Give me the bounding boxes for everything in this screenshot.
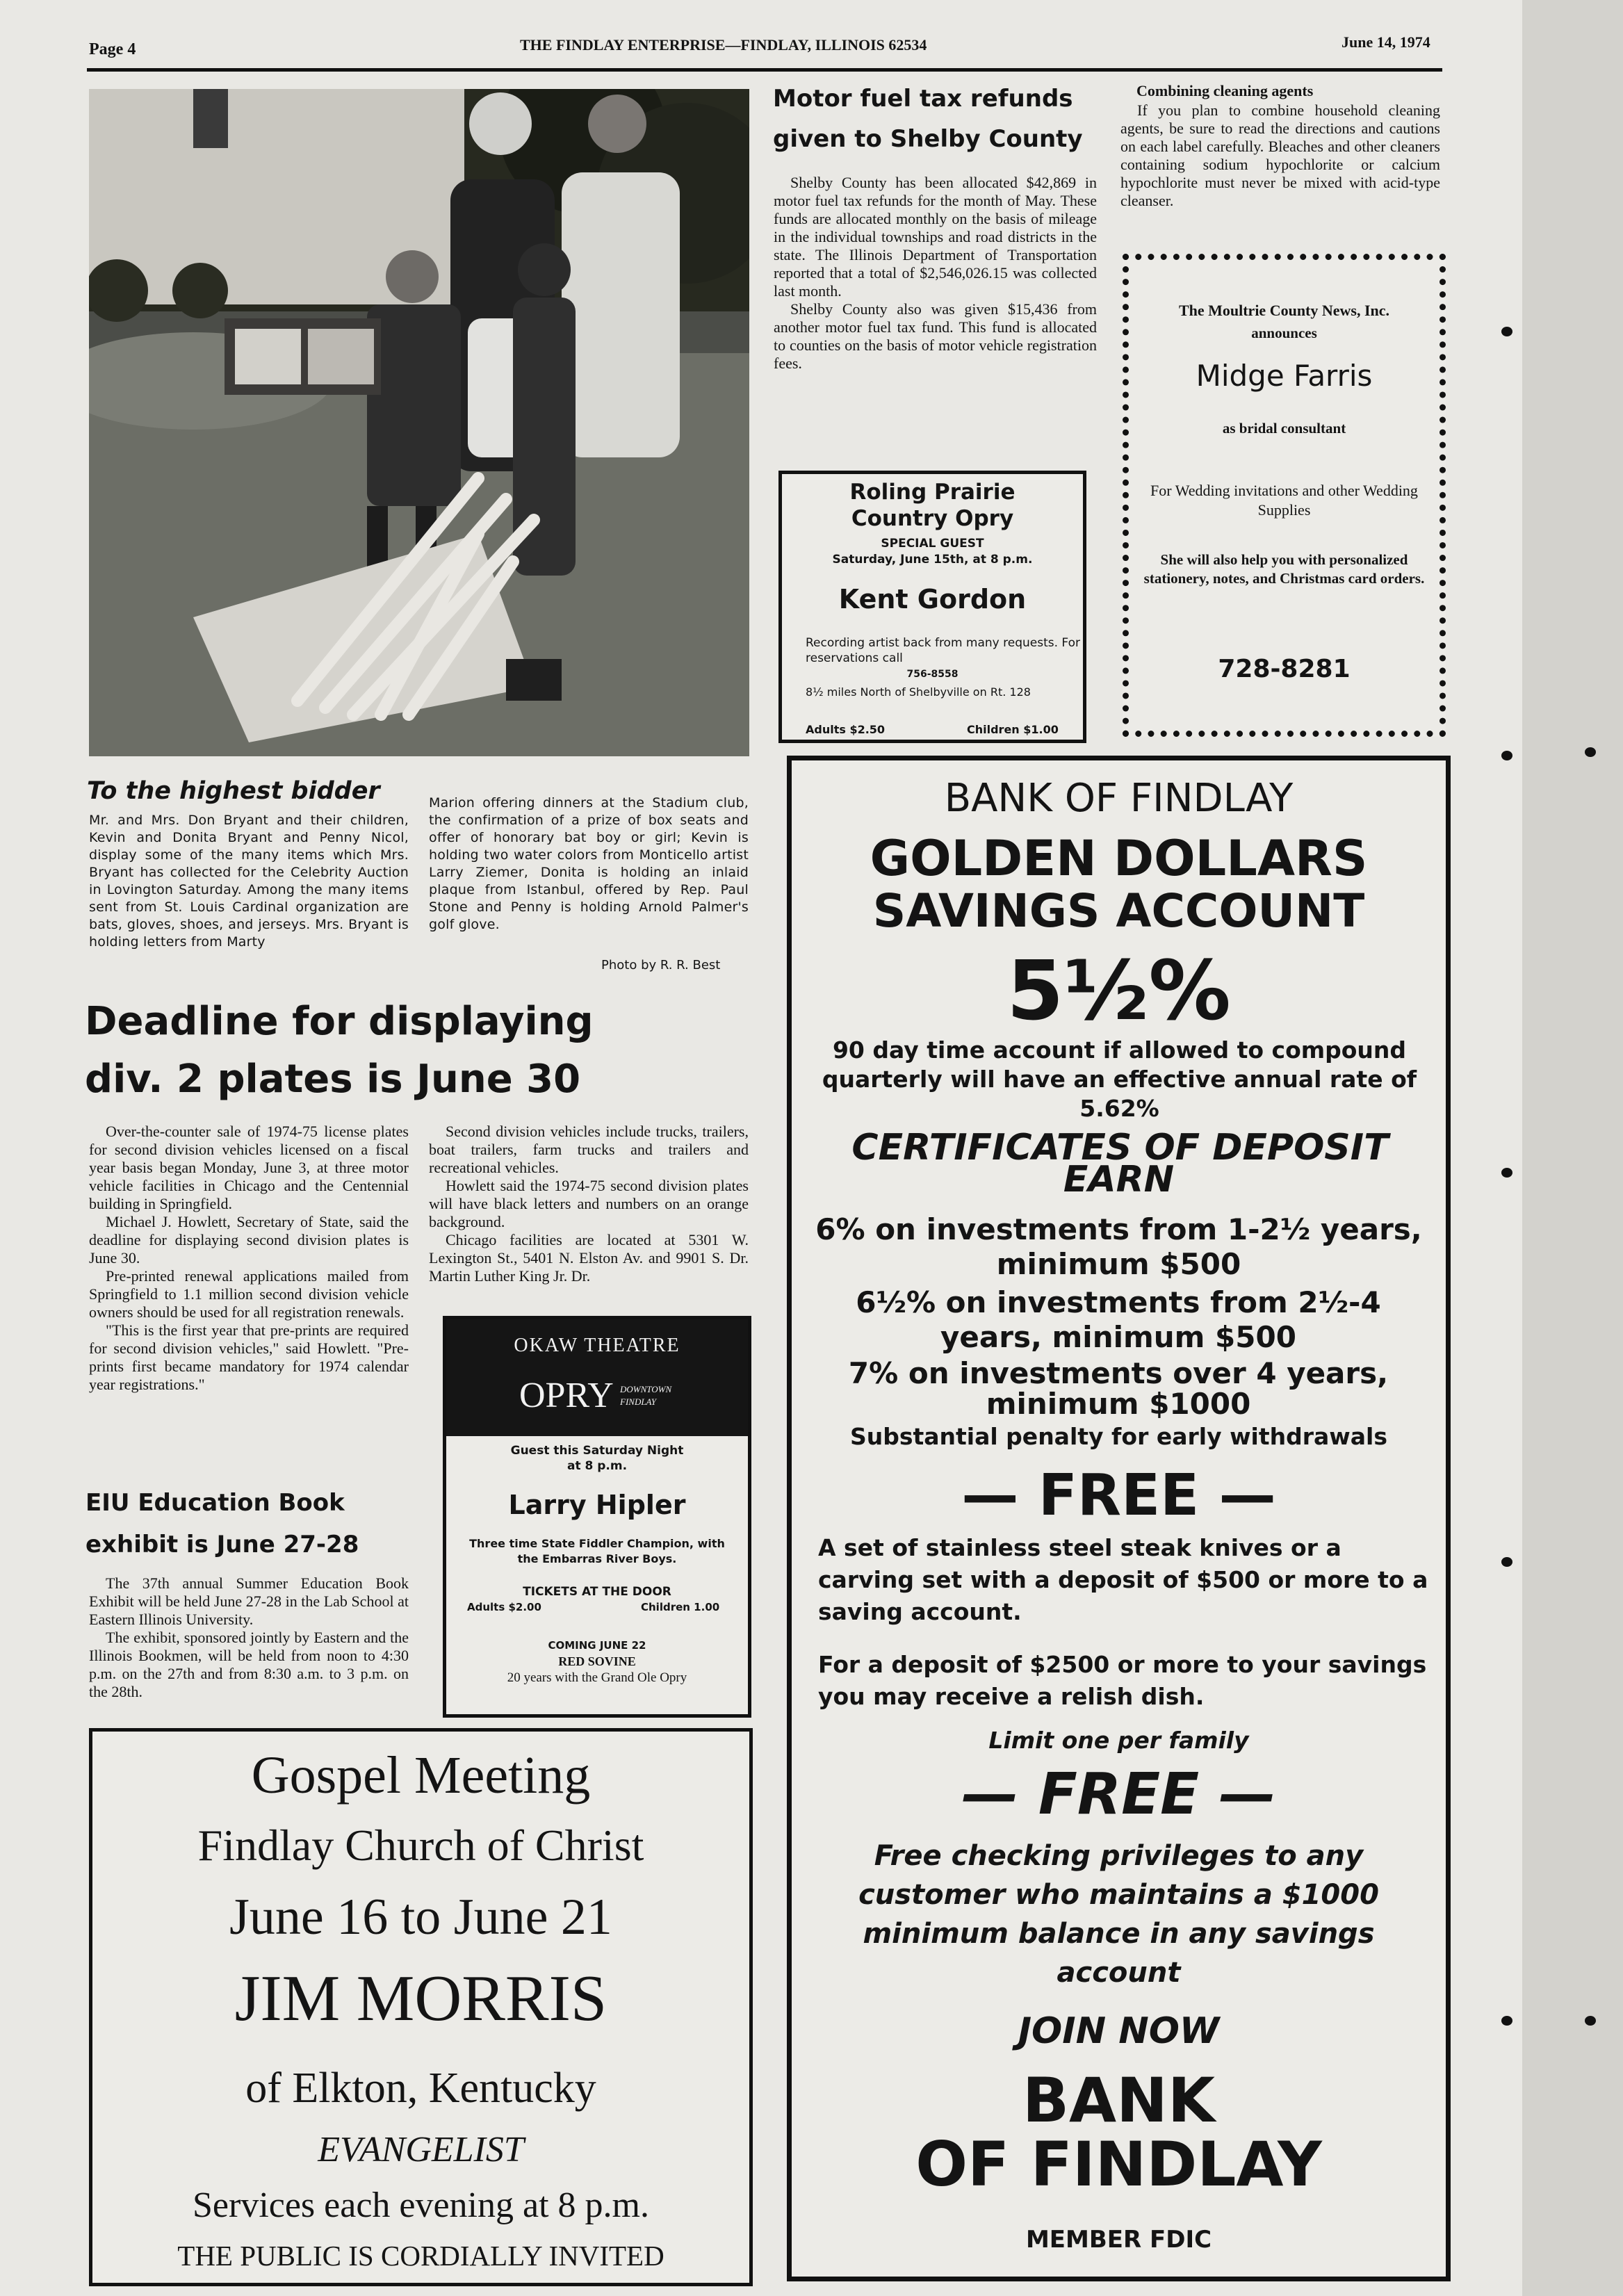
bank-cd-title: CERTIFICATES OF DEPOSIT	[851, 1127, 1389, 1169]
bank-fdic: MEMBER FDIC	[1025, 2226, 1212, 2254]
gospel-invited: THE PUBLIC IS CORDIALLY INVITED	[177, 2240, 664, 2272]
roling-title-1: Roling Prairie	[849, 480, 1016, 505]
bank-golden-dollars: GOLDEN DOLLARS	[870, 830, 1368, 887]
roling-date: Saturday, June 15th, at 8 p.m.	[832, 553, 1033, 567]
roling-headliner: Kent Gordon	[838, 584, 1027, 614]
bank-relish: For a deposit of $2500 or more to your savings you may receive a relish dish.	[818, 1651, 1427, 1710]
fuel-story	[774, 174, 1097, 373]
midge-l3: as bridal consultant	[1222, 420, 1346, 437]
gospel-speaker: JIM MORRIS	[234, 1962, 607, 2035]
gospel-services: Services each evening at 8 p.m.	[193, 2185, 649, 2225]
okaw-coming-desc: 20 years with the Grand Ole Opry	[507, 1670, 687, 1685]
punch-hole	[1501, 1168, 1512, 1178]
punch-hole	[1501, 751, 1512, 760]
roling-guest: SPECIAL GUEST	[881, 537, 984, 551]
bank-name-2: OF FINDLAY	[915, 2128, 1322, 2200]
photo-illustration	[89, 89, 749, 756]
bank-savings-account: SAVINGS ACCOUNT	[872, 884, 1365, 938]
cleaning-body	[1120, 101, 1440, 210]
roling-adults: Adults $2.50	[806, 723, 886, 736]
okaw-coming-name: RED SOVINE	[558, 1654, 636, 1668]
bank-free-1-text: A set of stainless steel steak knives or a carving set with a deposit of $500 or more to a saving account.	[818, 1534, 1428, 1625]
punch-hole	[1585, 747, 1596, 757]
bank-rate-1: 6% on investments from 1-2½ years, minimum $500	[815, 1212, 1422, 1281]
plates-p2: Michael J. Howlett, Secretary of State, said the deadline for displaying second division plates is June 30.	[89, 1213, 409, 1267]
roling-prairie-ad	[778, 471, 1086, 743]
bank-penalty: Substantial penalty for early withdrawals	[849, 1423, 1388, 1450]
eiu-p1: The 37th annual Summer Education Book Exhibit will be held June 27-28 in the Lab School at Eastern Illinois University.	[89, 1574, 409, 1628]
caption-col1: Mr. and Mrs. Don Bryant and their children, Kevin and Donita Bryant and Penny Nicol, display some of the many items which Mrs. Bryant has collected for the Celebrity Auction in Lovington Saturday. Among the many items sent from St. Louis Cardinal organization are bats, gloves, shoes, and jerseys. Mrs. Bryant is holding letters from Marty	[89, 813, 409, 950]
okaw-tickets: TICKETS AT THE DOOR	[523, 1585, 671, 1599]
okaw-banner	[446, 1319, 748, 1436]
cleaning-headline: Combining cleaning agents	[1136, 82, 1314, 99]
photo-credit: Photo by R. R. Best	[601, 958, 721, 972]
gospel-evangelist: EVANGELIST	[318, 2130, 524, 2169]
plates-p5: Second division vehicles include trucks, trailers, boat trailers, farm trucks and trailers and recreational vehicles.	[429, 1123, 749, 1176]
midge-phone: 728-8281	[1218, 655, 1351, 683]
okaw-adults: Adults $2.00	[467, 1601, 541, 1613]
gospel-title: Gospel Meeting	[251, 1746, 591, 1805]
bank-title: BANK OF FINDLAY	[944, 776, 1294, 821]
midge-l2: announces	[1251, 325, 1317, 341]
eiu-headline-2: exhibit is June 27-28	[85, 1531, 359, 1558]
caption-col2: Marion offering dinners at the Stadium club, the confirmation of a prize of box seats and offer of honorary bat boy or girl; Kevin is holding two water colors from Monticello artist Larry Ziemer, Donita is holding an inlaid plaque from Istanbul, offered by Rep. Paul Stone and Penny is holding Arnold Palmer's golf glove.	[429, 795, 749, 932]
plates-headline-1: Deadline for displaying	[85, 999, 594, 1044]
eiu-headline-1: EIU Education Book	[85, 1489, 345, 1517]
plates-headline-2: div. 2 plates is June 30	[85, 1057, 581, 1102]
issue-date: June 14, 1974	[1341, 33, 1430, 51]
punch-hole	[1585, 2016, 1596, 2026]
fuel-p2: Shelby County also was given $15,436 from another motor fuel tax fund. This fund is allocated to counties on the basis of motor vehicle registration fees.	[774, 300, 1097, 372]
paper-title: THE FINDLAY ENTERPRISE—FINDLAY, ILLINOIS 62534	[520, 36, 927, 54]
page-margin	[1522, 0, 1623, 2296]
bank-rate-3: 7% on investments over 4 years, minimum $1000	[848, 1356, 1389, 1421]
fuel-headline-1: Motor fuel tax refunds	[773, 85, 1073, 113]
page-number: Page 4	[89, 40, 136, 58]
okaw-desc: Three time State Fiddler Champion, with the Embarras River Boys.	[469, 1537, 725, 1565]
punch-hole	[1501, 2016, 1512, 2026]
midge-l5: She will also help you with personalized stationery, notes, and Christmas card orders.	[1143, 551, 1425, 587]
punch-hole	[1501, 1557, 1512, 1567]
midge-l1: The Moultrie County News, Inc.	[1178, 302, 1390, 319]
roling-location: 8½ miles North of Shelbyville on Rt. 128	[806, 685, 1031, 699]
bank-cd-earn: EARN	[1063, 1159, 1175, 1200]
gospel-hometown: of Elkton, Kentucky	[245, 2065, 596, 2112]
okaw-theatre-ad	[443, 1316, 751, 1718]
bank-time-account: 90 day time account if allowed to compound quarterly will have an effective annual rate of 5.62%	[822, 1036, 1417, 1122]
eiu-p2: The exhibit, sponsored jointly by Eastern and the Illinois Bookmen, will be held from noon to 4:30 p.m. on the 27th and from 8:30 a.m. to 3 p.m. on the 28th.	[89, 1629, 409, 1700]
midge-farris-ad	[1123, 254, 1446, 737]
okaw-headliner: Larry Hipler	[508, 1490, 686, 1520]
okaw-downtown: DOWNTOWN FINDLAY	[620, 1384, 672, 1407]
fuel-p1: Shelby County has been allocated $42,869 in motor fuel tax refunds for the month of May. These funds are allocated monthly on the basis of mileage in the individual townships and road districts in the state. The Illinois Department of Transportation reported that a total of $2,546,026.15 was collected last month.	[774, 174, 1097, 300]
plates-p6: Howlett said the 1974-75 second division plates will have black letters and numbers on an orange background.	[429, 1177, 749, 1230]
okaw-opry: OPRY	[519, 1376, 614, 1415]
gospel-dates: June 16 to June 21	[229, 1889, 612, 1946]
eiu-body	[89, 1574, 409, 1701]
bank-limit: Limit one per family	[988, 1727, 1249, 1754]
punch-hole	[1501, 327, 1512, 336]
plates-p7: Chicago facilities are located at 5301 W. Lexington St., 5401 N. Elston Av. and 9901 S. Dr. Martin Luther King Jr. Dr.	[429, 1231, 749, 1285]
roling-children: Children $1.00	[967, 723, 1059, 736]
okaw-guest: Guest this Saturday Night at 8 p.m.	[510, 1444, 684, 1473]
news-photo	[89, 89, 749, 756]
cleaning-p1: If you plan to combine household cleaning agents, be sure to read the directions and cautions on each label carefully. Bleaches and other cleaners containing sodium hypochlorite or calcium hypochlorite must never be mixed with acid-type cleanser.	[1120, 101, 1440, 209]
plates-p1: Over-the-counter sale of 1974-75 license plates for second division vehicles licensed on a fiscal year basis began Monday, June 3, at three motor vehicle facilities in Chicago and the Centennial building in Springfield.	[89, 1123, 409, 1212]
midge-name: Midge Farris	[1196, 359, 1373, 393]
gospel-meeting-ad	[89, 1728, 753, 2286]
fuel-headline-2: given to Shelby County	[773, 125, 1083, 153]
bank-rate-2: 6½% on investments from 2½-4 years, minimum $500	[856, 1285, 1381, 1354]
okaw-children: Children 1.00	[641, 1601, 720, 1613]
bank-free-2: — FREE —	[961, 1761, 1276, 1827]
okaw-theatre-name: OKAW THEATRE	[514, 1335, 680, 1356]
okaw-coming: COMING JUNE 22	[548, 1639, 646, 1652]
bank-free-1: — FREE —	[961, 1463, 1276, 1529]
bank-rate: 5½%	[1006, 943, 1231, 1039]
bank-name-1: BANK	[1022, 2065, 1216, 2136]
bank-free-2-text: Free checking privileges to any customer who maintains a $1000 minimum balance in any savings account	[858, 1840, 1379, 1989]
plates-col2	[429, 1123, 749, 1285]
plates-col1	[89, 1123, 409, 1394]
roling-title-2: Country Opry	[851, 506, 1014, 531]
midge-l4: For Wedding invitations and other Wedding Supplies	[1150, 482, 1418, 519]
roling-phone: 756-8558	[906, 669, 959, 680]
bank-of-findlay-ad	[787, 756, 1451, 2281]
gospel-church: Findlay Church of Christ	[197, 1821, 644, 1870]
caption-title: To the highest bidder	[87, 777, 380, 805]
plates-p3: Pre-printed renewal applications mailed from Springfield to 1.1 million second division vehicle owners should be used for all registration renewals.	[89, 1267, 409, 1321]
roling-desc: Recording artist back from many requests. For reservations call	[806, 636, 1080, 665]
bank-join-now: JOIN NOW	[1018, 2010, 1220, 2052]
masthead-rule	[87, 68, 1442, 72]
plates-p4: "This is the first year that pre-prints are required for second division vehicles," said Howlett. "Pre-prints first became mandatory for 1974 calendar year registrations."	[89, 1321, 409, 1393]
